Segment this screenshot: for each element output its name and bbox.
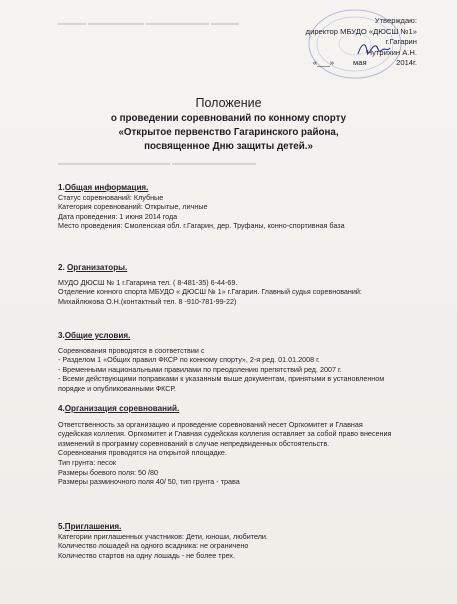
document-subtitle: «Открытое первенство Гагаринского района,	[118, 127, 339, 138]
section-line: Категория соревнований: Открытые, личные	[58, 202, 208, 212]
approval-line: директор МБУДО «ДЮСШ №1»	[305, 26, 417, 36]
section-line: Соревнования проводятся на открытой площадке.	[58, 448, 227, 458]
section-line: Размеры разминочного поля 40/ 50, тип грунта - трава	[58, 477, 240, 487]
approval-line: Нутрихин А.Н.	[366, 47, 417, 57]
bleed-through-text: ▬▬▬▬▬▬▬▬▬▬▬▬▬▬▬▬ ▬▬▬▬▬▬▬▬▬▬▬▬	[58, 160, 256, 167]
document-subtitle: о проведении соревнований по конному спорту	[110, 113, 347, 124]
approval-date-month: мая	[353, 58, 367, 68]
section-line: Тип грунта: песок	[58, 457, 116, 467]
section-line: Отделение конного спорта МБУДО « ДЮСШ № 1» г.Гагарин. Главный судья соревнований:	[58, 287, 362, 297]
section-line: Дата проведения: 1 июня 2014 года	[58, 211, 178, 221]
section-invitations	[58, 522, 268, 560]
approval-date-year: 2014г.	[396, 58, 417, 68]
section-organizers	[58, 263, 362, 306]
section-heading: 4.Организация соревнований.	[58, 404, 180, 413]
section-heading: 5.Приглашения.	[58, 522, 122, 531]
section-line: - Временными национальными правилами по преодолению препятствий ред. 2007 г.	[58, 364, 342, 374]
document-title: Положение	[195, 96, 262, 110]
section-line: - Всеми действующими поправками к указанным выше документам, принятыми в установленном	[58, 374, 385, 384]
section-organization	[58, 404, 391, 487]
section-line: порядке и опубликованными ФКСР.	[58, 383, 176, 393]
section-line: МУДО ДЮСШ № 1 г.Гагарина тел. ( 8-481-35) 6-44-69.	[58, 277, 238, 287]
section-heading: 2. Организаторы.	[58, 263, 128, 272]
section-line: изменений в программу соревнований в случае непредвиденных обстоятельств.	[58, 438, 330, 448]
section-general-conditions	[58, 331, 384, 394]
approval-line: г.Гагарин	[385, 37, 417, 47]
section-line: Количество лошадей на одного всадника: не ограничено	[58, 541, 249, 551]
section-line: Категории приглашенных участников: Дети, юноши, любители.	[58, 531, 268, 541]
section-heading: 3.Общие условия.	[58, 331, 131, 340]
section-line: Размеры боевого поля: 50 /80	[58, 467, 158, 477]
section-line: Статус соревнований: Клубные	[58, 192, 164, 202]
handwritten-signature-icon	[356, 38, 392, 60]
section-general-info	[58, 183, 345, 231]
section-line: Место проведения: Смоленская обл. г.Гагарин, дер. Труфаны, конно-спортивная база	[58, 221, 345, 231]
section-line: судейская коллегия. Оргкомитет и Главная судейская коллегия оставляет за собой право внесения	[58, 429, 392, 439]
section-line: - Разделом 1 «Общих правил ФКСР по конному спорту», 2-я ред. 01.01.2008 г.	[58, 355, 320, 365]
section-line: Соревнования проводятся в соответствии с	[58, 345, 205, 355]
approval-date-day: «___»	[312, 58, 335, 68]
section-line: Количество стартов на одну лошадь - не более трех.	[58, 550, 236, 560]
bleed-through-text: ▬▬▬▬ ▬▬▬▬▬▬▬▬ ▬▬▬▬▬▬▬▬▬ ▬▬▬▬	[58, 20, 239, 27]
section-line: Михайлюкова О.Н.(контактный тел. 8 -910-781-99-22)	[58, 296, 237, 306]
section-heading: 1.Общая информация.	[58, 183, 149, 192]
section-line: Ответственность за организацию и проведение соревнований несет Оргкомитет и Главная	[58, 419, 363, 429]
approval-line: Утверждаю:	[374, 16, 417, 25]
document-subtitle: посвященное Дню защиты детей.»	[144, 141, 313, 152]
